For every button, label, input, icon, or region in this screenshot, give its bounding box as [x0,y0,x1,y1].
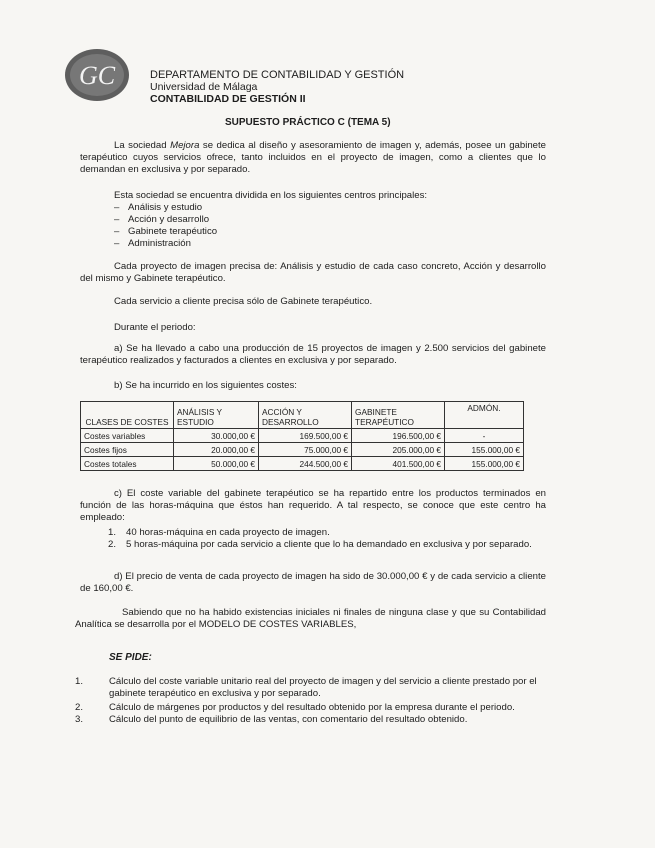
list-item: – Administración [114,238,546,250]
list-item: 1. 40 horas-máquina en cada proyecto de imagen. [108,527,330,538]
centers-block [114,190,546,250]
table-cell: 50.000,00 € [174,457,259,471]
list-item: 2. 5 horas-máquina por cada servicio a cliente que lo ha demandado en exclusiva y por separado. [108,539,532,550]
row-label: Costes totales [81,457,174,471]
row-label: Costes variables [81,429,174,443]
department-name: DEPARTAMENTO DE CONTABILIDAD Y GESTIÓN [150,69,405,81]
closing-paragraph: Sabiendo que no ha habido existencias iniciales ni finales de ninguna clase y que su Contabilidad Analítica se desarrolla por el MODELO DE COSTES VARIABLES, [75,607,546,630]
item-b-paragraph: b) Se ha incurrido en los siguientes costes: [114,380,297,391]
column-header: CLASES DE COSTES [81,402,174,429]
column-header: ANÁLISIS Y ESTUDIO [174,402,259,429]
column-header: GABINETE TERAPÉUTICO [352,402,445,429]
header-block [150,69,404,105]
table-row [81,429,524,443]
service-need-paragraph: Cada servicio a cliente precisa sólo de Gabinete terapéutico. [114,296,373,307]
se-pide-heading: SE PIDE: [109,652,152,663]
hours-list [108,527,546,551]
table-cell: 20.000,00 € [174,443,259,457]
centers-intro: Esta sociedad se encuentra dividida en los siguientes centros principales: [114,190,428,201]
table-row [81,443,524,457]
list-item: – Análisis y estudio [114,202,546,214]
centers-list [114,202,546,250]
table-cell: 244.500,00 € [259,457,352,471]
course-name: CONTABILIDAD DE GESTIÓN II [150,93,306,105]
table-cell: 401.500,00 € [352,457,445,471]
table-cell: 155.000,00 € [445,457,524,471]
table-cell: 196.500,00 € [352,429,445,443]
table-cell: 169.500,00 € [259,429,352,443]
column-header: ADMÓN. [445,402,524,429]
table-cell: 75.000,00 € [259,443,352,457]
university-logo [62,46,132,104]
question-item: 1. Cálculo del coste variable unitario real del proyecto de imagen y del servicio a cliente prestado por el gabinete terapéutico en exclusiva y por separado. [75,676,537,699]
company-name: Mejora [170,140,200,151]
table-cell: 30.000,00 € [174,429,259,443]
column-header: ACCIÓN Y DESARROLLO [259,402,352,429]
logo-letters: GC [78,61,116,90]
page-title: SUPUESTO PRÁCTICO C (TEMA 5) [225,117,391,128]
table-row [81,457,524,471]
costs-table [80,401,524,471]
list-item: – Acción y desarrollo [114,214,546,226]
hours-list-block [108,527,546,551]
question-item: 3. Cálculo del punto de equilibrio de las ventas, con comentario del resultado obtenido. [75,714,468,725]
table-cell: 205.000,00 € [352,443,445,457]
university-name: Universidad de Málaga [150,81,258,93]
intro-paragraph: La sociedad Mejora se dedica al diseño y asesoramiento de imagen y, además, posee un gabinete terapéutico cuyos servicios ofrece, tanto incluidos en el proyecto de imagen, como a clientes que lo demandan en exclusiva y por separado. [80,140,547,175]
table-cell: - [445,429,524,443]
project-need-paragraph: Cada proyecto de imagen precisa de: Análisis y estudio de cada caso concreto, Acción y desarrollo del mismo y Gabinete terapéutico. [80,261,546,284]
item-c-paragraph: c) El coste variable del gabinete terapéutico se ha repartido entre los productos terminados en función de las horas-máquina que éstos han requerido. A tal respecto, se conoce que este centro ha empleado: [80,488,546,523]
item-a-paragraph: a) Se ha llevado a cabo una producción de 15 proyectos de imagen y 2.500 servicios del gabinete terapéutico realizados y facturados a clientes en exclusiva y por separado. [80,343,546,366]
table-cell: 155.000,00 € [445,443,524,457]
question-item: 2. Cálculo de márgenes por productos y del resultado obtenido por la empresa durante el periodo. [75,702,515,713]
list-item: – Gabinete terapéutico [114,226,546,238]
item-d-paragraph: d) El precio de venta de cada proyecto de imagen ha sido de 30.000,00 € y de cada servicio a cliente de 160,00 €. [80,571,546,594]
period-label: Durante el periodo: [114,322,196,333]
row-label: Costes fijos [81,443,174,457]
table-header-row [81,402,524,429]
